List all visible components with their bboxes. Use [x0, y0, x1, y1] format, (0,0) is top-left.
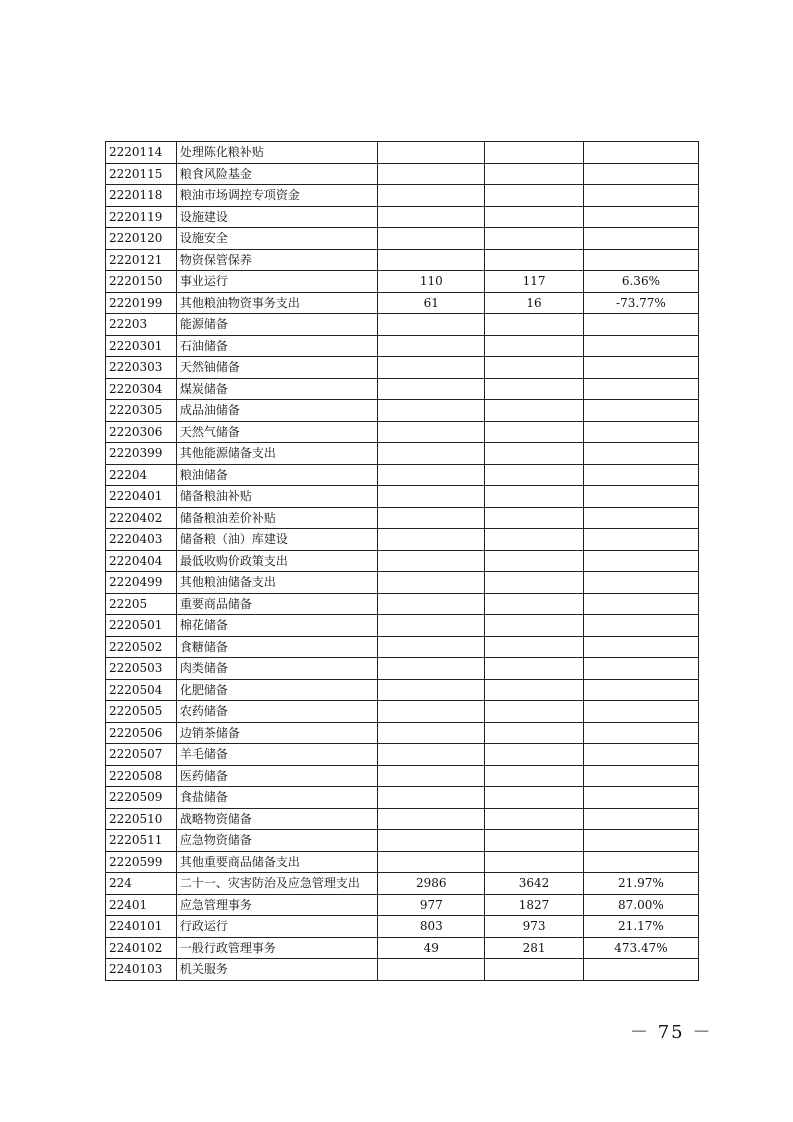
cell-name: 设施建设 — [176, 206, 377, 228]
table-row — [106, 894, 699, 916]
cell-rate — [583, 701, 698, 723]
cell-value-1 — [378, 658, 485, 680]
cell-name: 其他能源储备支出 — [176, 443, 377, 465]
table-row — [106, 808, 699, 830]
table-row — [106, 593, 699, 615]
cell-value-2 — [485, 679, 584, 701]
cell-value-2: 1827 — [485, 894, 584, 916]
cell-name: 应急物资储备 — [176, 830, 377, 852]
cell-name: 化肥储备 — [176, 679, 377, 701]
cell-value-2 — [485, 464, 584, 486]
cell-rate — [583, 808, 698, 830]
table-row — [106, 636, 699, 658]
cell-code: 2220114 — [106, 142, 177, 164]
cell-value-1: 2986 — [378, 873, 485, 895]
cell-name: 机关服务 — [176, 959, 377, 981]
cell-code: 22401 — [106, 894, 177, 916]
cell-value-1 — [378, 615, 485, 637]
cell-code: 2220120 — [106, 228, 177, 250]
cell-value-1 — [378, 722, 485, 744]
table-row — [106, 400, 699, 422]
cell-code: 2240102 — [106, 937, 177, 959]
cell-value-2 — [485, 658, 584, 680]
cell-rate — [583, 335, 698, 357]
cell-name: 行政运行 — [176, 916, 377, 938]
cell-value-1: 61 — [378, 292, 485, 314]
cell-value-1 — [378, 206, 485, 228]
cell-value-2 — [485, 722, 584, 744]
table-row — [106, 529, 699, 551]
cell-rate — [583, 142, 698, 164]
table-body — [106, 142, 699, 981]
table-row — [106, 357, 699, 379]
cell-value-2 — [485, 701, 584, 723]
cell-code: 2220401 — [106, 486, 177, 508]
cell-rate — [583, 765, 698, 787]
cell-value-2 — [485, 249, 584, 271]
cell-rate — [583, 572, 698, 594]
table-row — [106, 615, 699, 637]
cell-name: 其他重要商品储备支出 — [176, 851, 377, 873]
cell-name: 粮食风险基金 — [176, 163, 377, 185]
cell-rate — [583, 787, 698, 809]
cell-value-1 — [378, 701, 485, 723]
table-row — [106, 378, 699, 400]
cell-name: 战略物资储备 — [176, 808, 377, 830]
cell-rate — [583, 830, 698, 852]
cell-value-1 — [378, 765, 485, 787]
cell-value-1 — [378, 486, 485, 508]
cell-value-2 — [485, 206, 584, 228]
cell-value-2: 3642 — [485, 873, 584, 895]
cell-code: 2240101 — [106, 916, 177, 938]
budget-table — [105, 141, 699, 981]
cell-name: 天然气储备 — [176, 421, 377, 443]
cell-value-1 — [378, 228, 485, 250]
cell-value-2 — [485, 572, 584, 594]
cell-name: 储备粮油差价补贴 — [176, 507, 377, 529]
cell-code: 2220305 — [106, 400, 177, 422]
cell-value-2 — [485, 529, 584, 551]
cell-code: 2220507 — [106, 744, 177, 766]
cell-code: 2220509 — [106, 787, 177, 809]
cell-name: 能源储备 — [176, 314, 377, 336]
cell-name: 应急管理事务 — [176, 894, 377, 916]
cell-rate — [583, 185, 698, 207]
cell-value-2 — [485, 808, 584, 830]
cell-name: 粮油市场调控专项资金 — [176, 185, 377, 207]
table-row — [106, 443, 699, 465]
cell-name: 煤炭储备 — [176, 378, 377, 400]
cell-value-1 — [378, 163, 485, 185]
cell-code: 2220119 — [106, 206, 177, 228]
cell-name: 物资保管保养 — [176, 249, 377, 271]
table-row — [106, 959, 699, 981]
cell-code: 22203 — [106, 314, 177, 336]
cell-rate — [583, 443, 698, 465]
cell-code: 2220499 — [106, 572, 177, 594]
cell-code: 2220599 — [106, 851, 177, 873]
cell-value-2 — [485, 851, 584, 873]
cell-name: 羊毛储备 — [176, 744, 377, 766]
cell-value-2: 16 — [485, 292, 584, 314]
cell-rate — [583, 636, 698, 658]
cell-value-1 — [378, 464, 485, 486]
cell-code: 2220403 — [106, 529, 177, 551]
cell-name: 储备粮油补贴 — [176, 486, 377, 508]
cell-value-2 — [485, 959, 584, 981]
cell-code: 2220508 — [106, 765, 177, 787]
cell-rate: 473.47% — [583, 937, 698, 959]
cell-rate — [583, 593, 698, 615]
cell-value-1 — [378, 142, 485, 164]
cell-rate — [583, 615, 698, 637]
cell-value-2 — [485, 486, 584, 508]
cell-rate — [583, 959, 698, 981]
cell-rate — [583, 228, 698, 250]
table-row — [106, 873, 699, 895]
table-row — [106, 314, 699, 336]
cell-rate — [583, 529, 698, 551]
table-row — [106, 142, 699, 164]
table-row — [106, 937, 699, 959]
table-row — [106, 851, 699, 873]
table-row — [106, 701, 699, 723]
cell-value-1: 977 — [378, 894, 485, 916]
table-row — [106, 572, 699, 594]
table-row — [106, 679, 699, 701]
cell-name: 食糖储备 — [176, 636, 377, 658]
cell-value-1 — [378, 185, 485, 207]
table-row — [106, 335, 699, 357]
cell-value-2: 117 — [485, 271, 584, 293]
cell-code: 2220402 — [106, 507, 177, 529]
cell-code: 224 — [106, 873, 177, 895]
cell-value-1: 803 — [378, 916, 485, 938]
table-row — [106, 163, 699, 185]
cell-name: 其他粮油储备支出 — [176, 572, 377, 594]
cell-value-1: 49 — [378, 937, 485, 959]
cell-value-1 — [378, 335, 485, 357]
table-row — [106, 249, 699, 271]
table-row — [106, 185, 699, 207]
cell-value-2 — [485, 400, 584, 422]
cell-name: 成品油储备 — [176, 400, 377, 422]
cell-value-1 — [378, 357, 485, 379]
cell-name: 二十一、灾害防治及应急管理支出 — [176, 873, 377, 895]
cell-value-2 — [485, 163, 584, 185]
cell-code: 22204 — [106, 464, 177, 486]
cell-code: 2220301 — [106, 335, 177, 357]
cell-code: 2220502 — [106, 636, 177, 658]
cell-value-1 — [378, 421, 485, 443]
cell-value-1 — [378, 959, 485, 981]
cell-name: 天然铀储备 — [176, 357, 377, 379]
cell-value-2 — [485, 507, 584, 529]
cell-rate — [583, 249, 698, 271]
table-row — [106, 228, 699, 250]
cell-name: 其他粮油物资事务支出 — [176, 292, 377, 314]
cell-code: 2220404 — [106, 550, 177, 572]
table-row — [106, 464, 699, 486]
cell-rate — [583, 550, 698, 572]
cell-value-2 — [485, 314, 584, 336]
cell-code: 2220306 — [106, 421, 177, 443]
cell-value-1 — [378, 249, 485, 271]
cell-value-1 — [378, 443, 485, 465]
table-row — [106, 830, 699, 852]
cell-rate — [583, 679, 698, 701]
cell-name: 石油储备 — [176, 335, 377, 357]
cell-code: 2220505 — [106, 701, 177, 723]
cell-name: 储备粮（油）库建设 — [176, 529, 377, 551]
cell-rate — [583, 722, 698, 744]
cell-rate — [583, 400, 698, 422]
cell-name: 医药储备 — [176, 765, 377, 787]
cell-value-2 — [485, 443, 584, 465]
cell-value-2 — [485, 593, 584, 615]
cell-value-2 — [485, 228, 584, 250]
cell-value-1 — [378, 400, 485, 422]
cell-value-1 — [378, 851, 485, 873]
cell-rate: 6.36% — [583, 271, 698, 293]
cell-name: 棉花储备 — [176, 615, 377, 637]
cell-code: 2220501 — [106, 615, 177, 637]
table-row — [106, 658, 699, 680]
cell-rate: 21.97% — [583, 873, 698, 895]
cell-value-2 — [485, 142, 584, 164]
cell-code: 2220304 — [106, 378, 177, 400]
cell-value-2 — [485, 550, 584, 572]
cell-name: 粮油储备 — [176, 464, 377, 486]
cell-value-2 — [485, 615, 584, 637]
table-row — [106, 765, 699, 787]
cell-rate — [583, 744, 698, 766]
cell-code: 2220510 — [106, 808, 177, 830]
cell-rate: -73.77% — [583, 292, 698, 314]
cell-code: 2220303 — [106, 357, 177, 379]
cell-rate: 21.17% — [583, 916, 698, 938]
cell-code: 2220118 — [106, 185, 177, 207]
cell-name: 事业运行 — [176, 271, 377, 293]
cell-value-1 — [378, 572, 485, 594]
table-row — [106, 550, 699, 572]
cell-code: 2220504 — [106, 679, 177, 701]
table-row — [106, 787, 699, 809]
cell-value-2 — [485, 744, 584, 766]
table-row — [106, 916, 699, 938]
cell-value-1: 110 — [378, 271, 485, 293]
table-row — [106, 744, 699, 766]
cell-name: 边销茶储备 — [176, 722, 377, 744]
cell-code: 2220399 — [106, 443, 177, 465]
cell-code: 2220150 — [106, 271, 177, 293]
cell-code: 2220506 — [106, 722, 177, 744]
table-row — [106, 507, 699, 529]
cell-code: 2220121 — [106, 249, 177, 271]
cell-rate — [583, 658, 698, 680]
cell-name: 最低收购价政策支出 — [176, 550, 377, 572]
cell-rate — [583, 378, 698, 400]
cell-name: 处理陈化粮补贴 — [176, 142, 377, 164]
table-row — [106, 722, 699, 744]
cell-rate — [583, 507, 698, 529]
cell-code: 2220511 — [106, 830, 177, 852]
cell-value-2 — [485, 357, 584, 379]
page-number: － 75 － — [630, 1022, 713, 1043]
cell-value-1 — [378, 314, 485, 336]
table-row — [106, 486, 699, 508]
cell-value-2 — [485, 765, 584, 787]
cell-rate — [583, 357, 698, 379]
cell-value-1 — [378, 507, 485, 529]
cell-rate: 87.00% — [583, 894, 698, 916]
cell-value-1 — [378, 550, 485, 572]
cell-rate — [583, 421, 698, 443]
cell-rate — [583, 851, 698, 873]
cell-value-2 — [485, 830, 584, 852]
cell-value-2 — [485, 378, 584, 400]
table-row — [106, 292, 699, 314]
cell-value-1 — [378, 744, 485, 766]
cell-value-2: 281 — [485, 937, 584, 959]
cell-value-2 — [485, 335, 584, 357]
cell-value-1 — [378, 593, 485, 615]
cell-rate — [583, 486, 698, 508]
cell-rate — [583, 163, 698, 185]
cell-value-1 — [378, 636, 485, 658]
cell-code: 22205 — [106, 593, 177, 615]
cell-rate — [583, 206, 698, 228]
cell-name: 重要商品储备 — [176, 593, 377, 615]
cell-value-2 — [485, 421, 584, 443]
cell-code: 2240103 — [106, 959, 177, 981]
cell-value-1 — [378, 808, 485, 830]
table-row — [106, 421, 699, 443]
cell-value-1 — [378, 679, 485, 701]
cell-rate — [583, 464, 698, 486]
cell-value-2 — [485, 636, 584, 658]
cell-code: 2220115 — [106, 163, 177, 185]
cell-value-2 — [485, 787, 584, 809]
table-row — [106, 206, 699, 228]
cell-value-2 — [485, 185, 584, 207]
cell-name: 肉类储备 — [176, 658, 377, 680]
cell-name: 食盐储备 — [176, 787, 377, 809]
cell-code: 2220199 — [106, 292, 177, 314]
cell-name: 农药储备 — [176, 701, 377, 723]
cell-rate — [583, 314, 698, 336]
cell-name: 设施安全 — [176, 228, 377, 250]
cell-value-1 — [378, 830, 485, 852]
cell-name: 一般行政管理事务 — [176, 937, 377, 959]
cell-value-1 — [378, 529, 485, 551]
table-row — [106, 271, 699, 293]
cell-value-1 — [378, 378, 485, 400]
cell-value-2: 973 — [485, 916, 584, 938]
cell-code: 2220503 — [106, 658, 177, 680]
cell-value-1 — [378, 787, 485, 809]
